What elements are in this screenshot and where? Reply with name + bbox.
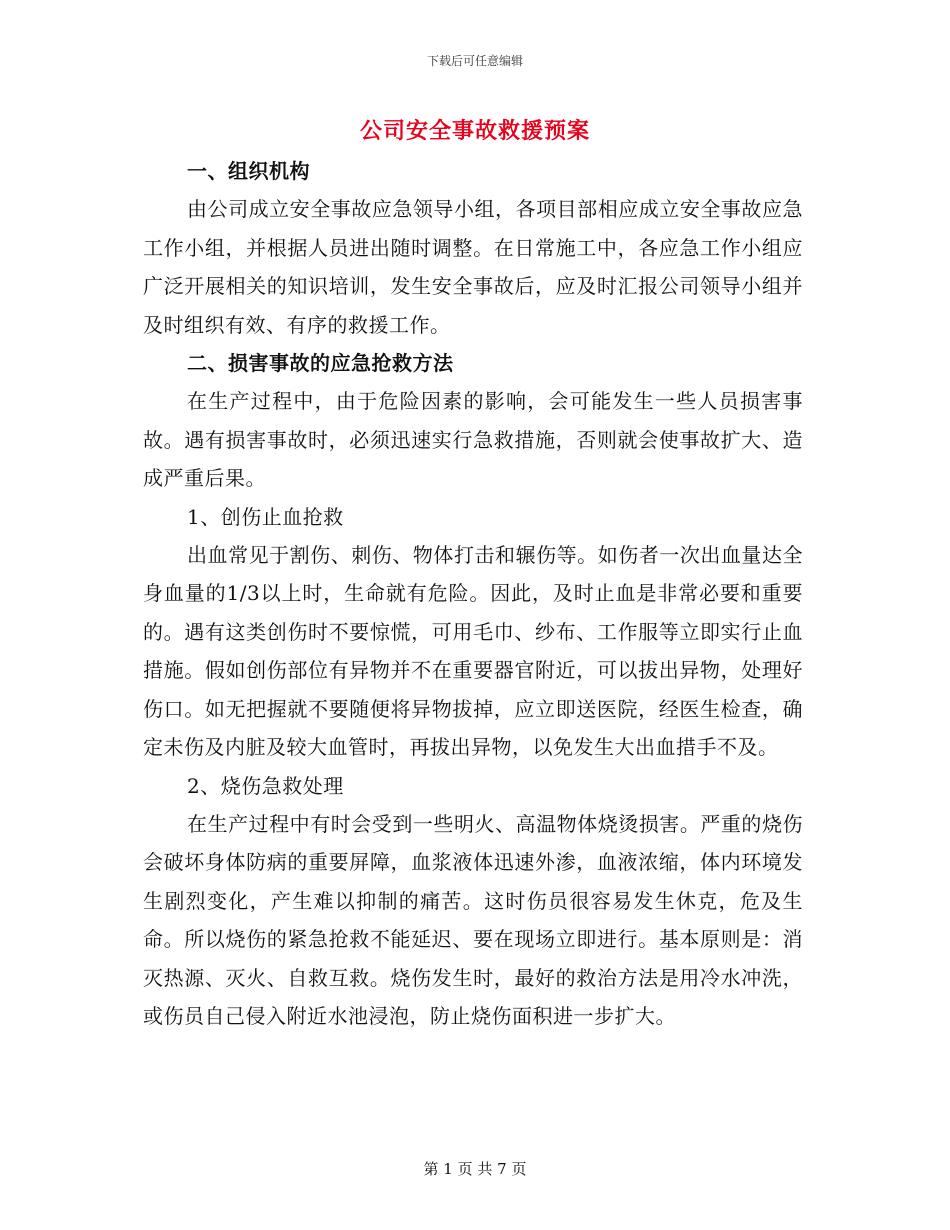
subsection-1-heading: 1、创伤止血抢救 [187, 504, 344, 529]
document-title: 公司安全事故救援预案 [359, 118, 590, 144]
section-2-paragraph: 在生产过程中，由于危险因素的影响，会可能发生一些人员损害事故。遇有损害事故时，必须迅速实行急救措施，否则就会使事故扩大、造成严重后果。 [143, 389, 803, 491]
section-2-heading: 二、损害事故的应急抢救方法 [187, 351, 454, 376]
document-body [143, 152, 803, 1035]
page-footer: 第 1 页 共 7 页 [423, 1160, 527, 1178]
subsection-1-paragraph: 出血常见于割伤、刺伤、物体打击和辗伤等。如伤者一次出血量达全身血量的1/3以上时，生命就有危险。因此，及时止血是非常必要和重要的。遇有这类创伤时不要惊慌，可用毛巾、纱布、工作服等立即实行止血措施。假如创伤部位有异物并不在重要器官附近，可以拔出异物，处理好伤口。如无把握就不要随便将异物拔掉，应立即送医院，经医生检查，确定未伤及内脏及较大血管时，再拔出异物，以免发生大出血措手不及。 [143, 543, 803, 760]
section-1-paragraph: 由公司成立安全事故应急领导小组，各项目部相应成立安全事故应急工作小组，并根据人员进出随时调整。在日常施工中，各应急工作小组应广泛开展相关的知识培训，发生安全事故后，应及时汇报公司领导小组并及时组织有效、有序的救援工作。 [143, 197, 803, 337]
subsection-2-heading: 2、烧伤急救处理 [187, 773, 344, 798]
section-1-heading: 一、组织机构 [187, 159, 310, 183]
subsection-2-paragraph: 在生产过程中有时会受到一些明火、高温物体烧烫损害。严重的烧伤会破坏身体防病的重要屏障，血浆液体迅速外渗，血液浓缩，体内环境发生剧烈变化，产生难以抑制的痛苦。这时伤员很容易发生休克，危及生命。所以烧伤的紧急抢救不能延迟、要在现场立即进行。基本原则是：消灭热源、灭火、自救互救。烧伤发生时，最好的救治方法是用冷水冲洗，或伤员自己侵入附近水池浸泡，防止烧伤面积进一步扩大。 [143, 811, 803, 1028]
header-note: 下载后可任意编辑 [426, 54, 523, 68]
